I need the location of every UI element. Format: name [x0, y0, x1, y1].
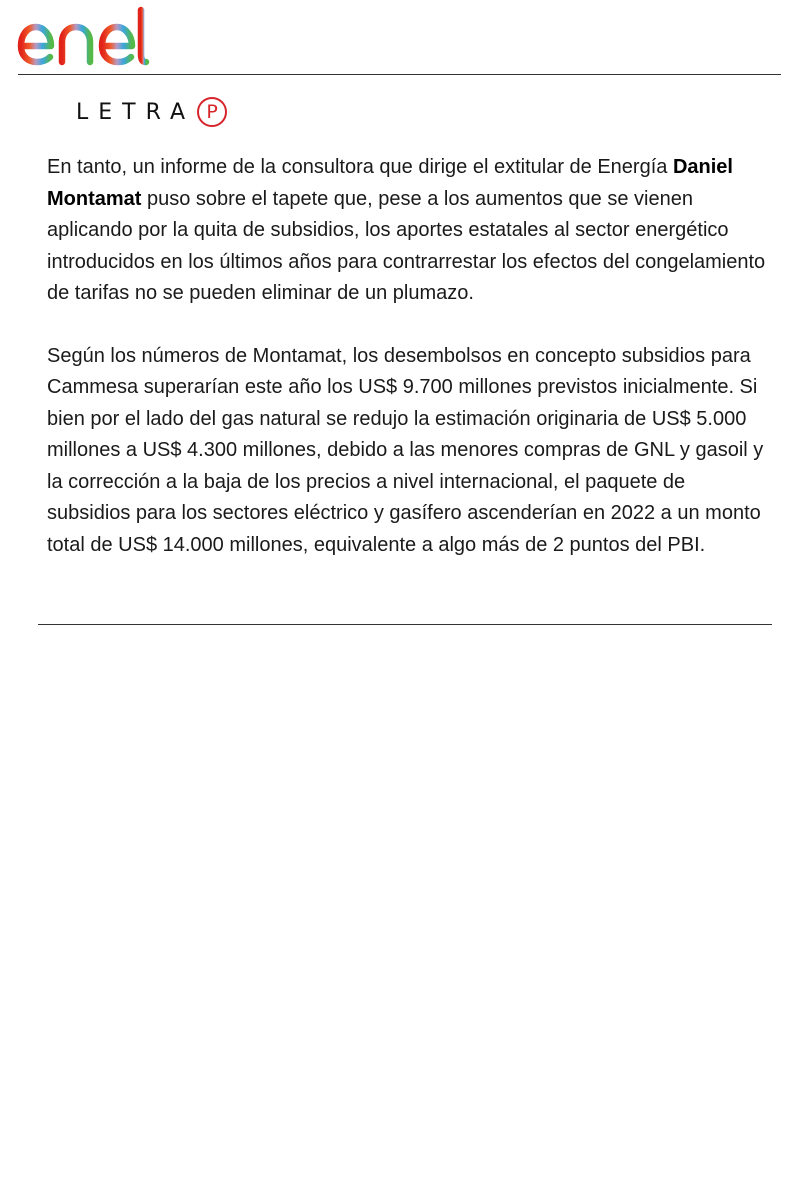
article-divider	[38, 624, 772, 625]
brand-badge-icon	[197, 97, 227, 127]
brand-name: LETRA	[76, 99, 196, 125]
header-divider	[18, 74, 781, 75]
article-body	[47, 152, 767, 592]
person-name: Daniel Montamat	[47, 156, 733, 210]
brand-badge-letter: P	[206, 100, 218, 123]
letra-p-logo[interactable]	[76, 94, 227, 130]
paragraph-2: Según los números de Montamat, los desembolsos en concepto subsidios para Cammesa superarían este año los US$ 9.700 millones previstos inicialmente. Si bien por el lado del gas natural se redujo la estimación originaria de US$ 5.000 millones a US$ 4.300 millones, debido a las menores compras de GNL y gasoil y la corrección a la baja de los precios a nivel internacional, el paquete de subsidios para los sectores eléctrico y gasífero ascenderían en 2022 a un monto total de US$ 14.000 millones, equivalente a algo más de 2 puntos del PBI.	[47, 344, 764, 556]
enel-logo[interactable]	[16, 4, 186, 68]
paragraph-1-intro: En tanto, un informe de la consultora que dirige el extitular de Energía	[47, 156, 673, 178]
paragraph-1-rest: puso sobre el tapete que, pese a los aumentos que se vienen aplicando por la quita de subsidios, los aportes estatales al sector energético introducidos en los últimos años para contrarrestar los efectos del congelamiento de tarifas no se pueden eliminar de un plumazo.	[47, 187, 766, 304]
paragraph-1	[47, 152, 767, 310]
